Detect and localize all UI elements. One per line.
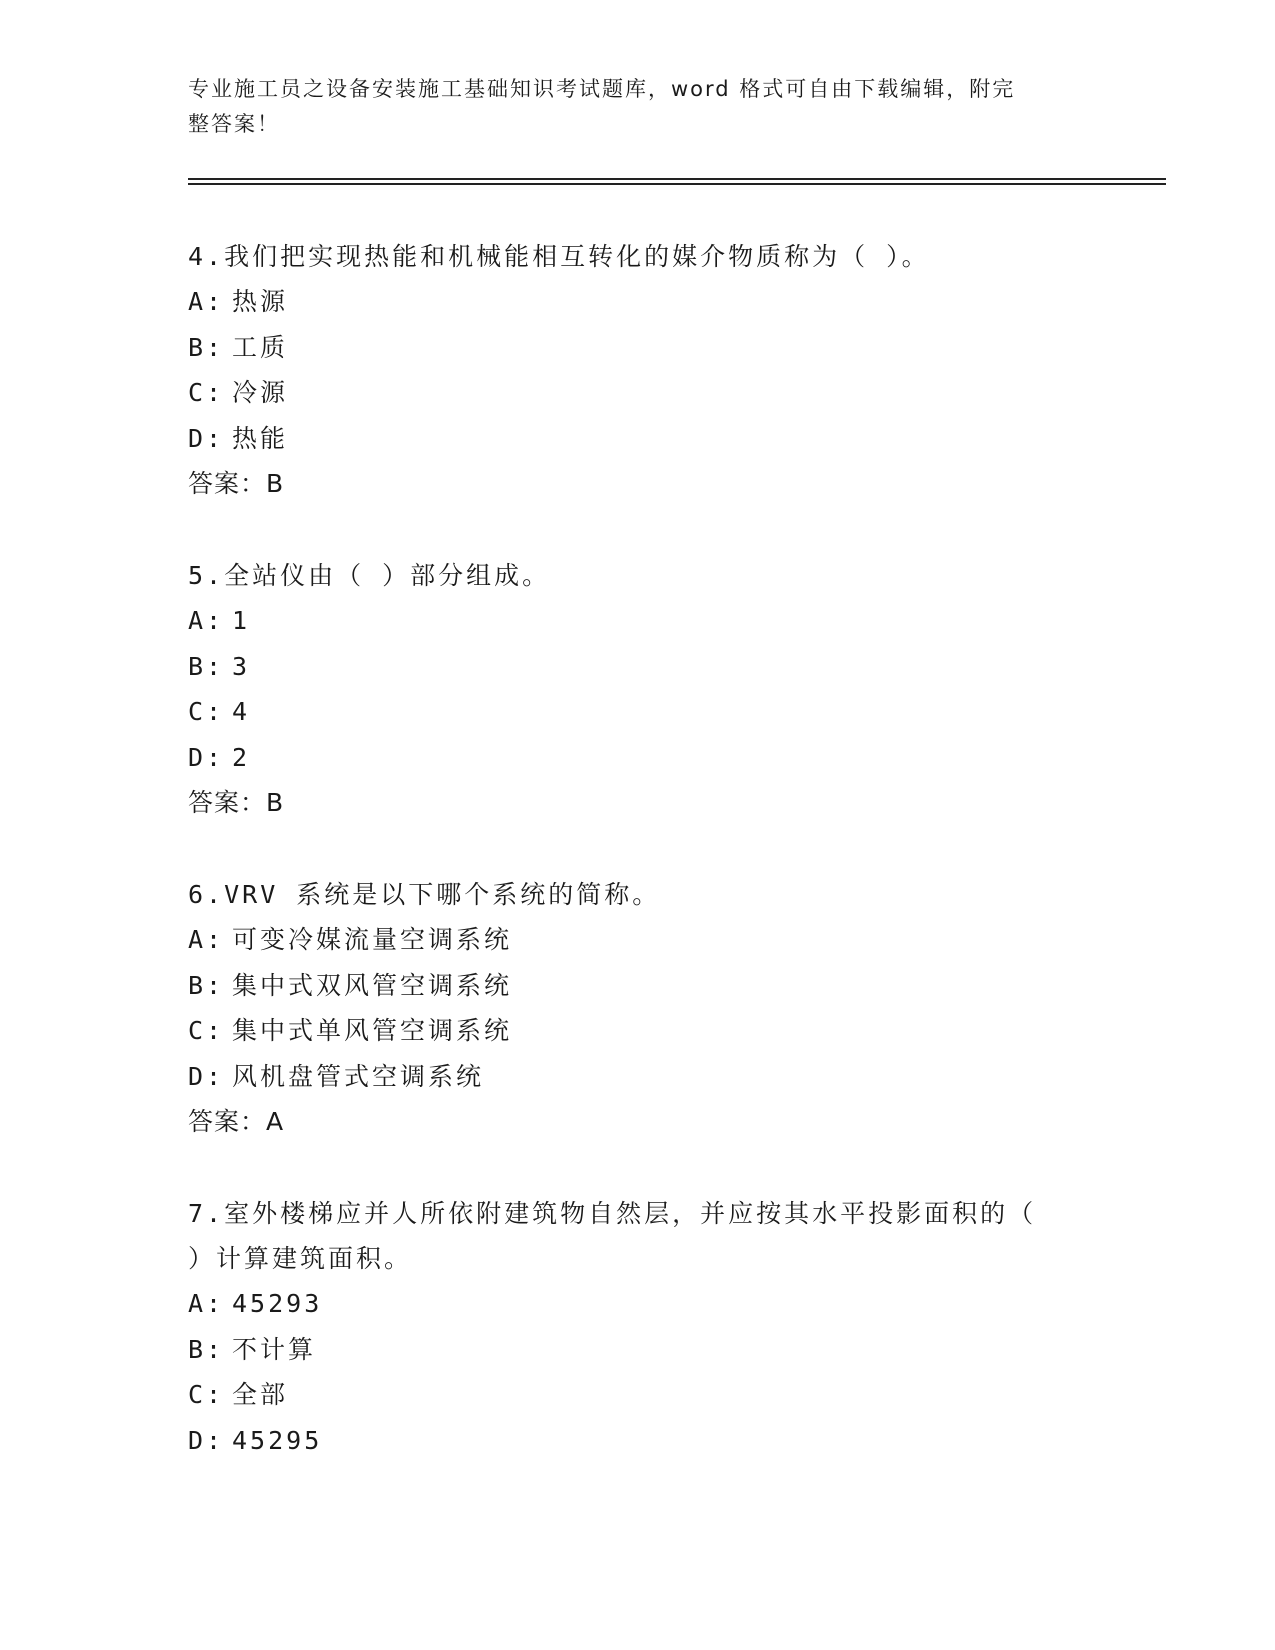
question-list: [188, 234, 1088, 1510]
answer-label: 答案：A: [188, 1107, 285, 1136]
header-divider-bottom: [188, 183, 1166, 185]
option-key: A:: [188, 925, 225, 954]
option-key: D:: [188, 1061, 225, 1091]
option-key: B:: [188, 332, 225, 362]
option-text: 风机盘管式空调系统: [232, 1061, 485, 1091]
option-b: [188, 963, 1088, 1009]
option-key: C:: [188, 1016, 225, 1045]
option-text: 热能: [232, 423, 289, 453]
answer-label: 答案：B: [188, 788, 285, 817]
option-b: [188, 1327, 1088, 1373]
question-4: [188, 234, 1088, 506]
option-text: 集中式双风管空调系统: [232, 970, 513, 1000]
option-d: [188, 1418, 1088, 1464]
option-key: C:: [188, 378, 225, 407]
question-text: 6.VRV 系统是以下哪个系统的简称。: [188, 880, 661, 909]
option-key: C:: [188, 1380, 225, 1409]
option-b: [188, 325, 1088, 371]
option-text: 1: [232, 606, 251, 635]
option-d: [188, 735, 1088, 781]
option-c: [188, 1008, 1088, 1054]
option-c: [188, 689, 1088, 735]
option-key: B:: [188, 970, 225, 1000]
option-key: D:: [188, 1425, 225, 1455]
header-line-2: 整答案！: [188, 112, 280, 136]
option-key: D:: [188, 423, 225, 453]
option-a: [188, 917, 1088, 963]
header-divider-top: [188, 178, 1166, 180]
header-line-1: 专业施工员之设备安装施工基础知识考试题库，word 格式可自由下载编辑，附完: [188, 77, 1016, 101]
option-text: 可变冷媒流量空调系统: [232, 925, 513, 954]
option-a: [188, 279, 1088, 325]
question-text: 4.我们把实现热能和机械能相互转化的媒介物质称为（ ）。: [188, 242, 930, 271]
option-d: [188, 416, 1088, 462]
option-key: D:: [188, 742, 225, 772]
document-header: [188, 72, 1068, 142]
option-d: [188, 1054, 1088, 1100]
option-key: B:: [188, 1334, 225, 1364]
option-text: 冷源: [232, 378, 289, 407]
option-text: 工质: [232, 332, 289, 362]
option-text: 不计算: [232, 1334, 317, 1364]
option-a: [188, 598, 1088, 644]
option-key: C:: [188, 697, 225, 726]
option-key: B:: [188, 651, 225, 681]
question-7: [188, 1191, 1088, 1463]
option-text: 3: [232, 651, 251, 681]
option-key: A:: [188, 606, 225, 635]
answer-label: 答案：B: [188, 469, 285, 498]
option-text: 全部: [232, 1380, 289, 1409]
question-text-line-1: 7.室外楼梯应并人所依附建筑物自然层，并应按其水平投影面积的（: [188, 1199, 1037, 1228]
option-text: 热源: [232, 287, 289, 316]
option-c: [188, 1372, 1088, 1418]
question-text: 5.全站仪由（ ）部分组成。: [188, 561, 551, 590]
option-key: A:: [188, 1289, 225, 1318]
option-text: 45295: [232, 1425, 323, 1455]
question-text-line-2: ）计算建筑面积。: [188, 1244, 413, 1273]
option-text: 2: [232, 742, 251, 772]
question-6: [188, 872, 1088, 1144]
option-b: [188, 644, 1088, 690]
option-a: [188, 1281, 1088, 1327]
option-text: 45293: [232, 1289, 323, 1318]
option-c: [188, 370, 1088, 416]
option-text: 集中式单风管空调系统: [232, 1016, 513, 1045]
option-key: A:: [188, 287, 225, 316]
option-text: 4: [232, 697, 251, 726]
question-5: [188, 553, 1088, 825]
